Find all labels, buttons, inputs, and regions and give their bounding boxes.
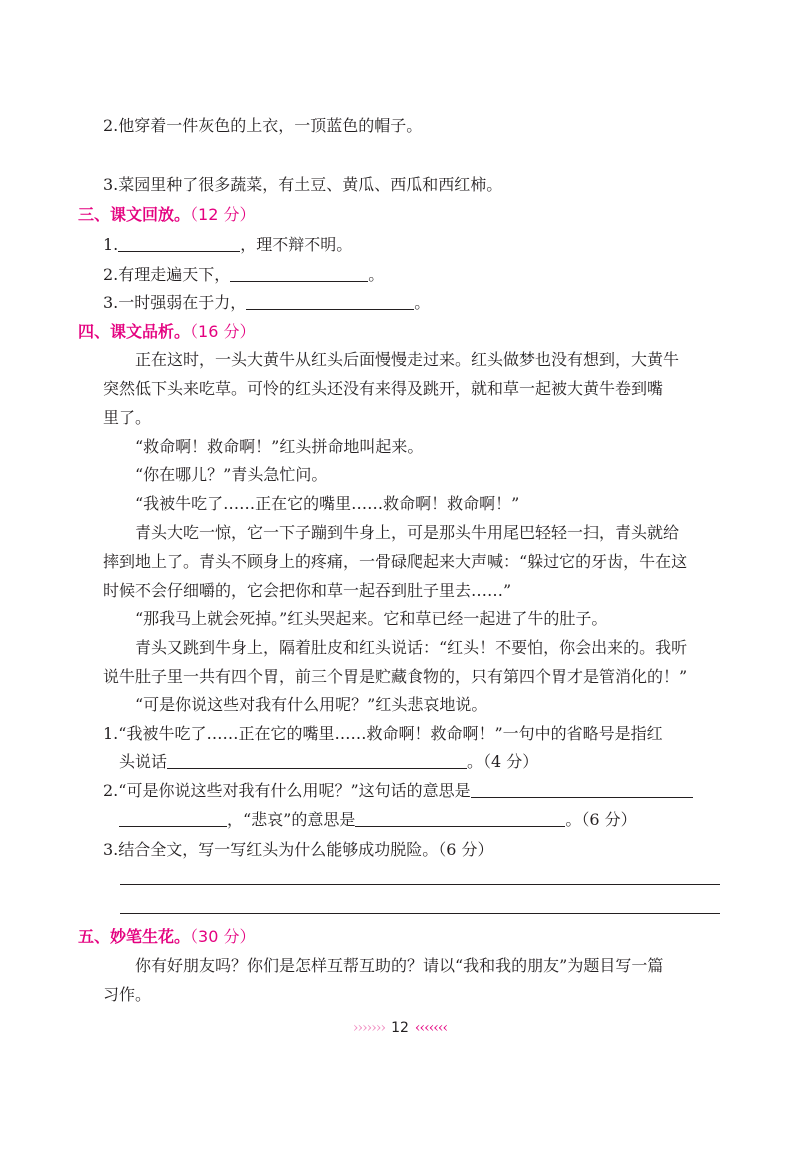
section2-question-3: 3.菜园里种了很多蔬菜，有土豆、黄瓜、西瓜和西红柿。 (103, 175, 503, 194)
passage-line: “你在哪儿？”青头急忙问。 (135, 465, 328, 484)
passage-line: “救命啊！救命啊！”红头拼命地叫起来。 (135, 437, 424, 456)
section5-title: 五、妙笔生花。 (78, 927, 191, 946)
section3-question-2 (103, 265, 384, 285)
question-text: ，“悲哀”的意思是 (227, 810, 356, 829)
passage-line: 正在这时，一头大黄牛从红头后面慢慢走过来。红头做梦也没有想到，大黄牛 (135, 350, 680, 369)
section3-score: （12 分） (190, 205, 256, 224)
passage-line: 突然低下头来吃草。可怜的红头还没有来得及跳开，就和草一起被大黄牛卷到嘴 (103, 379, 664, 398)
page-footer (0, 1020, 800, 1036)
question-text: ，理不辩不明。 (240, 235, 353, 254)
section5-prompt-cont: 习作。 (103, 985, 152, 1004)
fill-blank[interactable] (167, 752, 467, 769)
passage-line: 青头又跳到牛身上，隔着肚皮和红头说话：“红头！不要怕，你会出来的。我听 (135, 638, 688, 657)
question-number: 1. (103, 235, 119, 254)
passage-line: 里了。 (103, 408, 152, 427)
chevron-right-decoration-icon: ››››››› (352, 1020, 386, 1036)
section4-heading (78, 322, 255, 342)
question-text: 3.一时强弱在于力， (103, 293, 247, 312)
answer-line[interactable] (120, 884, 720, 885)
chevron-left-decoration-icon: ‹‹‹‹‹‹‹ (414, 1020, 448, 1036)
question-text: 。（4 分） (467, 752, 539, 771)
fill-blank[interactable] (246, 293, 414, 310)
passage-line: “我被牛吃了……正在它的嘴里……救命啊！救命啊！” (135, 494, 520, 513)
fill-blank[interactable] (355, 810, 565, 827)
section4-question-2-cont (119, 810, 637, 830)
question-text: 。 (368, 265, 385, 284)
section3-question-3 (103, 293, 430, 313)
question-text: 。 (414, 293, 431, 312)
section4-question-3: 3.结合全文，写一写红头为什么能够成功脱险。（6 分） (103, 840, 494, 859)
question-text: 2.“可是你说这些对我有什么用呢？”这句话的意思是 (103, 781, 471, 800)
question-text: 。（6 分） (565, 810, 637, 829)
passage-line: “那我马上就会死掉。”红头哭起来。它和草已经一起进了牛的肚子。 (135, 609, 608, 628)
fill-blank[interactable] (230, 265, 368, 282)
section2-question-2: 2.他穿着一件灰色的上衣，一顶蓝色的帽子。 (103, 116, 423, 135)
section4-title: 四、课文品析。 (78, 322, 191, 341)
fill-blank[interactable] (471, 781, 693, 798)
section3-heading (78, 205, 255, 225)
section4-score: （16 分） (190, 322, 256, 341)
section4-question-1-cont (119, 752, 538, 772)
passage-line: 说牛肚子里一共有四个胃，前三个胃是贮藏食物的，只有第四个胃才是管消化的！” (103, 667, 688, 686)
passage-line: 青头大吃一惊，它一下子蹦到牛身上，可是那头牛用尾巴轻轻一扫，青头就给 (135, 523, 680, 542)
section5-prompt: 你有好朋友吗？你们是怎样互帮互助的？请以“我和我的朋友”为题目写一篇 (135, 956, 664, 975)
question-text: 2.有理走遍天下， (103, 265, 231, 284)
section4-question-1: 1.“我被牛吃了……正在它的嘴里……救命啊！救命啊！”一句中的省略号是指红 (103, 724, 663, 743)
fill-blank[interactable] (118, 235, 240, 252)
question-text: 头说话 (119, 752, 168, 771)
section5-score: （30 分） (190, 927, 256, 946)
passage-line: 摔到地上了。青头不顾身上的疼痛，一骨碌爬起来大声喊：“躲过它的牙齿，牛在这 (103, 552, 688, 571)
section3-question-1 (103, 235, 352, 255)
passage-line: “可是你说这些对我有什么用呢？”红头悲哀地说。 (135, 695, 488, 714)
fill-blank[interactable] (119, 810, 227, 827)
section3-title: 三、课文回放。 (78, 205, 191, 224)
section5-heading (78, 927, 255, 947)
passage-line: 时候不会仔细嚼的，它会把你和草一起吞到肚子里去……” (103, 581, 512, 600)
answer-line[interactable] (120, 913, 720, 914)
page-number: 12 (391, 1020, 409, 1036)
section4-question-2 (103, 781, 693, 801)
